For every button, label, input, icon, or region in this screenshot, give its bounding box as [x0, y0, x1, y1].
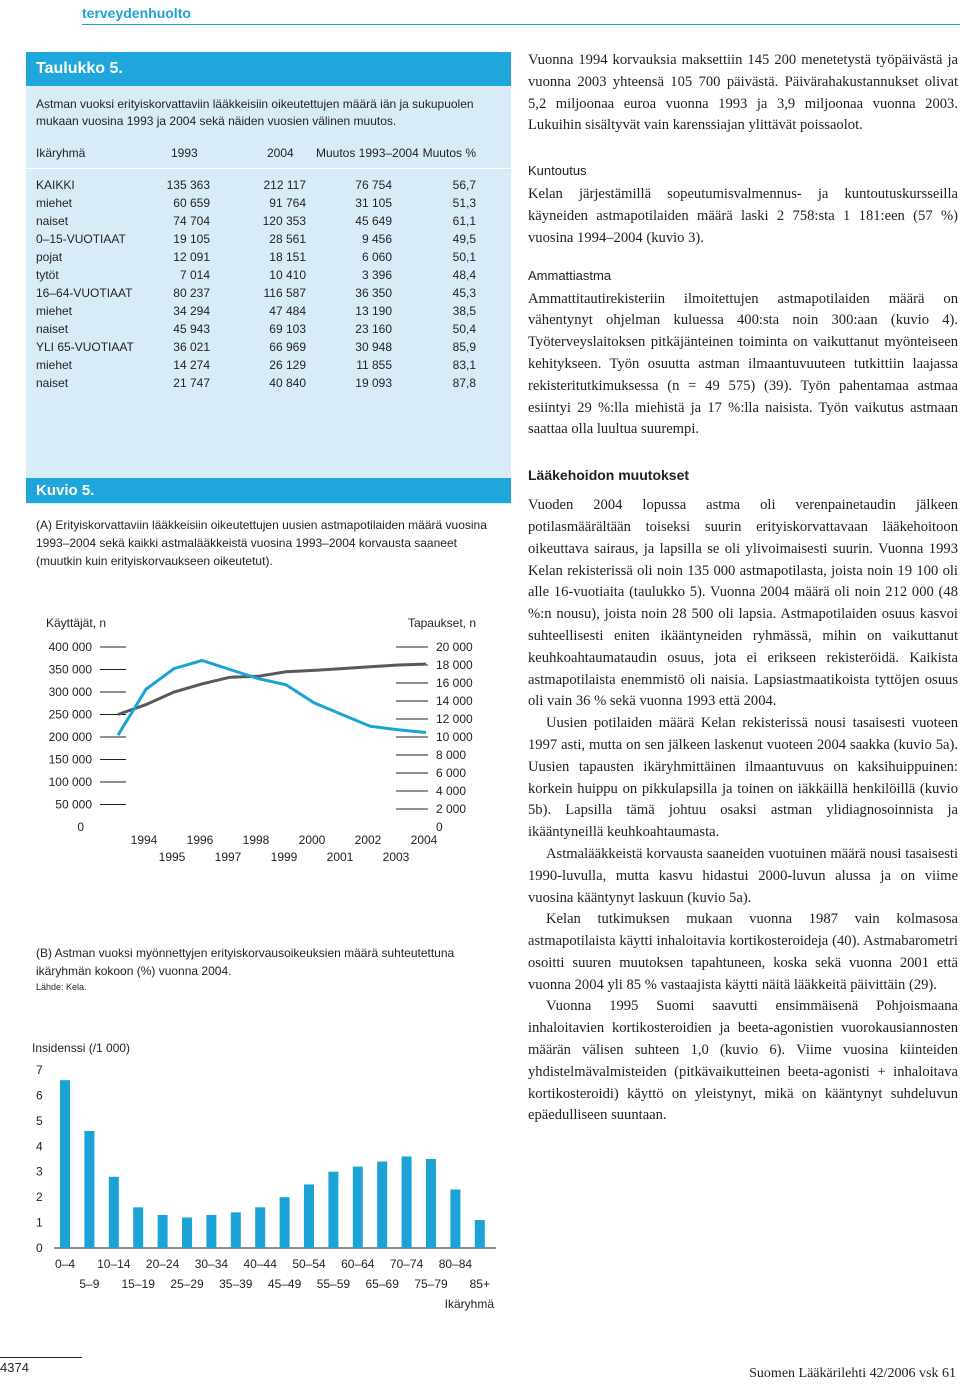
- table-cell: 21 747: [173, 376, 210, 390]
- table-cell: 45,3: [452, 286, 476, 300]
- chart-a-y2-tick: 16 000: [436, 676, 473, 690]
- table-cell: miehet: [36, 304, 73, 318]
- table-cell: 13 190: [355, 304, 392, 318]
- chart-b-y-tick: 5: [36, 1113, 43, 1128]
- table-header-cell: Muutos 1993–2004: [316, 146, 419, 160]
- chart-b-x-tick: 70–74: [389, 1257, 424, 1271]
- table-cell: 212 117: [263, 178, 306, 192]
- chart-a-y-tick: 400 000: [48, 640, 92, 654]
- chart-b-bar-rect: [60, 1080, 70, 1248]
- figure-title: Kuvio 5.: [26, 478, 511, 503]
- table-title: Taulukko 5.: [26, 52, 511, 86]
- chart-a-x-tick: 1995: [158, 850, 186, 864]
- chart-a-x-tick: 1998: [242, 833, 270, 847]
- table-row: [36, 358, 476, 376]
- table-cell: 36 021: [173, 340, 210, 354]
- table-cell: miehet: [36, 196, 73, 210]
- table-cell: 56,7: [452, 178, 476, 192]
- chart-b-x-tick: 0–4: [54, 1257, 76, 1271]
- paragraph-6: Astmalääkkeistä korvausta saaneiden vuotuinen määrä nousi tasaisesti 1990-luvulla, mutta kasvu hidastui 2000-luvun alussa ja on viime vuosina kääntynyt laskuun (kuvio 5a).: [528, 845, 958, 906]
- chart-a-y-label: Käyttäjät, n: [46, 616, 107, 630]
- paragraph-4: Vuoden 2004 lopussa astma oli verenpainetaudin jälkeen potilasmäärältään toiseksi suurin erityiskorvattavaan lääkehoitoon oikeuttava sairaus, ja lapsilla se oli ylivoimaisesti suurin. Vuonna 1993 Kelan rekisterissä oli noin 135 000 astmapotilasta, joista noin 19 100 oli alle 16-vuotiaita (taulukko 5). Vuonna 2004 määrä oli noin 212 000 (48 %:n nousu), joista noin 28 500 oli lapsia. Astmapotilaiden osuus kasvoi suhteellisesti eniten ikääntyneiden ryhmässä, mihin on vaikuttanut keuhkoahtaumataudin osuus, jota ei erikseen rekisteröidä. Kaikista astmapotilaista enemmistö oli naisia. Lapsiastmaatikoista tyttöjen osuus oli vain 36 % sekä vuonna 1993 että 2004.: [528, 497, 958, 710]
- table-cell: 60 659: [173, 196, 210, 210]
- table-cell: 28 561: [269, 232, 306, 246]
- chart-b-bar-rect: [328, 1172, 338, 1248]
- paragraph-2: Kelan järjestämillä sopeutumisvalmennus- ja kuntoutuskursseilla käyneiden astmapotilaiden määrä laski 2 758:sta 1 181:een (57 %) vuosina 1994–2004 (kuvio 3).: [528, 186, 958, 246]
- chart-a-x-tick: 2001: [326, 850, 354, 864]
- heading-laakehoidon: Lääkehoidon muutokset: [528, 467, 690, 484]
- chart-a-x-tick: 1997: [214, 850, 242, 864]
- table-cell: 91 764: [269, 196, 306, 210]
- chart-a-lines: [118, 661, 426, 736]
- table-row: [36, 340, 476, 358]
- chart-a-y-tick: 200 000: [48, 730, 92, 744]
- table-cell: 45 649: [355, 214, 392, 228]
- table-header-row: [36, 146, 476, 164]
- table-header-cell: Muutos %: [422, 146, 476, 160]
- table-cell: 26 129: [269, 358, 306, 372]
- chart-a-y2-tick: 20 000: [436, 640, 473, 654]
- table-row: [36, 376, 476, 394]
- table-cell: 74 704: [173, 214, 210, 228]
- chart-b-x-tick: 80–84: [438, 1257, 473, 1271]
- table-cell: 69 103: [269, 322, 306, 336]
- table-header-cell: 2004: [267, 146, 294, 160]
- table-cell: 66 969: [269, 340, 306, 354]
- chart-b-bar-rect: [182, 1217, 192, 1248]
- table-cell: 40 840: [269, 376, 306, 390]
- section-tag: terveydenhuolto: [82, 5, 191, 21]
- chart-a-x-tick: 1994: [130, 833, 158, 847]
- chart-b-x-label: Ikäryhmä: [444, 1297, 494, 1311]
- table-cell: tytöt: [36, 268, 59, 282]
- table-header-rule: [26, 168, 511, 169]
- table-cell: 9 456: [361, 232, 392, 246]
- table-header-cell: Ikäryhmä: [36, 146, 86, 160]
- table-row: [36, 250, 476, 268]
- figure-source: Lähde: Kela.: [36, 982, 87, 992]
- table-header-cell: 1993: [171, 146, 198, 160]
- paragraph-5: Uusien potilaiden määrä Kelan rekisterissä nousi tasaisesti vuoteen 1997 asti, mutta on sen jälkeen laskenut vuoteen 2004 saakka (kuvio 5a). Uusien tapausten ikäryhmittäinen ilmaantuvuus on kaksihuippuinen: korkein huippu on pikkulapsilla ja toinen on iäkkäillä henkilöillä (kuvio 5b). Lapsilla tämä johtuu osaksi astman ylidiagnosoinnista ja ikääntyneillä keuhkoahtaumasta.: [528, 715, 958, 841]
- table-cell: 30 948: [355, 340, 392, 354]
- chart-a-x-tick: 2003: [382, 850, 410, 864]
- table-cell: 83,1: [452, 358, 476, 372]
- chart-b-x-tick: 75–79: [414, 1277, 448, 1291]
- table-cell: 23 160: [355, 322, 392, 336]
- chart-b-bar-rect: [84, 1131, 94, 1248]
- chart-b-x-tick: 15–19: [121, 1277, 155, 1291]
- chart-a-x-tick: 2004: [410, 833, 438, 847]
- chart-a-y-tick: 300 000: [48, 685, 92, 699]
- table-cell: 19 093: [355, 376, 392, 390]
- chart-b-bar-rect: [158, 1215, 168, 1248]
- chart-b-y-tick: 1: [36, 1215, 43, 1230]
- table-cell: 135 363: [166, 178, 210, 192]
- chart-b-y-tick: 0: [36, 1241, 43, 1255]
- table-cell: 7 014: [179, 268, 210, 282]
- chart-b-bar-rect: [109, 1177, 119, 1248]
- chart-a-y2-tick: 4 000: [436, 784, 467, 798]
- chart-a-y-tick: 0: [77, 820, 84, 834]
- table-cell: 85,9: [452, 340, 476, 354]
- table-cell: 11 855: [356, 358, 392, 372]
- table-cell: 10 410: [269, 268, 306, 282]
- chart-b-x-tick: 50–54: [292, 1257, 326, 1271]
- table-cell: 31 105: [355, 196, 392, 210]
- journal-info: Suomen Lääkärilehti 42/2006 vsk 61: [749, 1366, 956, 1381]
- table-row: [36, 232, 476, 250]
- table-cell: pojat: [36, 250, 63, 264]
- chart-b-y-tick: 3: [36, 1164, 43, 1179]
- table-row: [36, 286, 476, 304]
- chart-a-ticks: [49, 640, 473, 864]
- chart-b-bar-rect: [304, 1184, 314, 1248]
- chart-a-x-tick: 1999: [270, 850, 298, 864]
- chart-b-x-tick: 35–39: [219, 1277, 253, 1291]
- chart-b-bar-rect: [206, 1215, 216, 1248]
- chart-a-y2-tick: 18 000: [436, 658, 473, 672]
- table-cell: 18 151: [269, 250, 306, 264]
- paragraph-7: Kelan tutkimuksen mukaan vuonna 1987 vain kolmasosa astmapotilaista käytti inhaloitavia kortikosteroideja (40). Astmabarometri osoitti suuren muutoksen tapahtuneen, koska sekä vuonna 2001 että vuonna 2004 yli 85 % vastaajista käytti näitä lääkkeitä päivittäin (29).: [528, 911, 958, 993]
- chart-b-x-tick: 30–34: [194, 1257, 229, 1271]
- chart-a-y-tick: 250 000: [48, 707, 92, 722]
- table-cell: 50,4: [452, 322, 476, 336]
- chart-b-bar-rect: [377, 1162, 387, 1248]
- table-cell: YLI 65-VUOTIAAT: [36, 340, 134, 354]
- chart-b-y-tick: 4: [36, 1139, 43, 1154]
- chart-a-x-tick: 2000: [298, 833, 326, 847]
- table-row: [36, 214, 476, 232]
- chart-b-y-tick: 6: [36, 1088, 43, 1103]
- chart-b-x-tick: 65–69: [365, 1277, 399, 1291]
- chart-a-y-tick: 50 000: [55, 797, 92, 812]
- chart-b-bar-rect: [353, 1167, 363, 1248]
- chart-b-bar: [26, 1030, 516, 1320]
- chart-b-bar-rect: [426, 1159, 436, 1248]
- chart-a-y2-label: Tapaukset, n: [407, 616, 476, 630]
- chart-a-x-tick: 2002: [354, 833, 382, 847]
- figure-title-strip: [26, 478, 511, 503]
- chart-b-x-tick: 60–64: [341, 1257, 375, 1271]
- chart-b-x-tick: 55–59: [316, 1277, 351, 1291]
- chart-a-y2-tick: 10 000: [436, 730, 473, 744]
- chart-a-y2-tick: 6 000: [436, 766, 467, 780]
- table-cell: 80 237: [173, 286, 210, 300]
- paragraph-8: Vuonna 1995 Suomi saavutti ensimmäisenä Pohjoismaana inhaloitavien kortikosteroidien ja beeta-agonistien vuorokausiannosten määrän välisen suhteen 1,0 (kuvio 6). Viime vuosina kiinteiden yhdistelmävalmisteiden (pitkävaikutteinen beeta-agonisti + inhaloitava kortikosteroidi) käyttö on yleistynyt, mikä on kääntynyt suhdeluvun epäedulliseen suuntaan.: [528, 998, 958, 1124]
- chart-b-bars: [60, 1080, 485, 1248]
- table-cell: 48,4: [452, 268, 476, 282]
- chart-b-y-label: Insidenssi (/1 000): [32, 1041, 131, 1055]
- table-cell: KAIKKI: [36, 178, 75, 192]
- table-row: [36, 322, 476, 340]
- heading-kuntoutus: Kuntoutus: [528, 163, 587, 179]
- table-cell: 120 353: [262, 214, 306, 228]
- table-cell: 50,1: [452, 250, 476, 264]
- chart-a-y2-tick: 0: [436, 820, 443, 834]
- chart-a-y-tick: 100 000: [48, 775, 92, 789]
- table-cell: 34 294: [173, 304, 210, 318]
- table-cell: 19 105: [173, 232, 210, 246]
- chart-b-y-tick: 2: [36, 1190, 43, 1205]
- table-cell: naiset: [36, 214, 69, 228]
- chart-b-x-tick: 25–29: [170, 1277, 204, 1291]
- chart-b-x-tick: 5–9: [79, 1277, 100, 1291]
- chart-a-y2-tick: 8 000: [436, 748, 467, 762]
- heading-ammattiastma: Ammattiastma: [528, 267, 612, 283]
- table-cell: naiset: [36, 322, 69, 336]
- table-cell: 47 484: [269, 304, 306, 318]
- chart-a-y-tick: 350 000: [48, 662, 92, 677]
- table-cell: 16–64-VUOTIAAT: [36, 286, 133, 300]
- chart-a-y-tick: 150 000: [48, 752, 92, 767]
- chart-b-x-tick: 10–14: [97, 1257, 131, 1271]
- chart-b-bar-rect: [280, 1197, 290, 1248]
- chart-a-x-tick: 1996: [186, 833, 214, 847]
- chart-b-bar-rect: [231, 1212, 241, 1248]
- table-cell: 14 274: [173, 358, 210, 372]
- table-cell: 76 754: [355, 178, 392, 192]
- table-cell: 51,3: [452, 196, 476, 210]
- table-row: [36, 304, 476, 322]
- table-cell: 61,1: [452, 214, 476, 228]
- figure-caption-a: (A) Erityiskorvattaviin lääkkeisiin oikeutettujen uusien astmapotilaiden määrä vuosina 1993–2004 sekä kaikki astmalääkkeistä vuosina 1993–2004 korvausta saaneet (muutkin kuin erityiskorvaukseen oikeutetut).: [36, 518, 487, 568]
- chart-a-series-line: [118, 664, 426, 714]
- header-rule: [82, 24, 960, 25]
- table-cell: 3 396: [361, 268, 392, 282]
- table-cell: 38,5: [452, 304, 476, 318]
- table-row: [36, 268, 476, 286]
- chart-a-y2-tick: 2 000: [436, 802, 467, 816]
- table-cell: 36 350: [355, 286, 392, 300]
- table-row: [36, 178, 476, 196]
- chart-a-y2-tick: 12 000: [436, 712, 473, 726]
- table-caption: Astman vuoksi erityiskorvattaviin lääkkeisiin oikeutettujen määrä iän ja sukupuolen mukaan vuosina 1993 ja 2004 sekä näiden vuosien välinen muutos.: [36, 97, 474, 128]
- chart-b-bar-rect: [450, 1190, 460, 1248]
- paragraph-3: Ammattitautirekisteriin ilmoitettujen astmapotilaiden määrä on vähentynyt ohjelman kuluessa 400:sta noin 300:aan (kuvio 4). Työterveyslaitoksen pitkäjänteinen toiminta on vaikuttanut myönteiseen kehitykseen. Työn osuutta astman ilmaantuvuuteen tutkittiin laajassa rekisteritutkimuksessa (n = 49 575) (39). Työn pahentamaa astmaa esiintyi 29 %:lla miehistä ja 17 %:lla naisista. Työn vaikutus astmaan saattaa olla luultua suurempi.: [528, 290, 958, 438]
- table-cell: 6 060: [361, 250, 392, 264]
- table-cell: 0–15-VUOTIAAT: [36, 232, 126, 246]
- chart-b-bar-rect: [133, 1207, 143, 1248]
- chart-a-line: [26, 605, 516, 870]
- figure-caption-b: (B) Astman vuoksi myönnettyjen erityiskorvausoikeuksien määrä suhteutettuna ikäryhmän kokoon (%) vuonna 2004.: [36, 946, 455, 978]
- chart-b-bar-rect: [255, 1207, 265, 1248]
- table-cell: 116 587: [263, 286, 306, 300]
- table-cell: miehet: [36, 358, 73, 372]
- chart-b-bar-rect: [402, 1156, 412, 1248]
- table-row: [36, 196, 476, 214]
- right-column: [528, 50, 958, 1127]
- chart-b-x-tick: 85+: [469, 1277, 490, 1291]
- table-cell: 12 091: [173, 250, 210, 264]
- chart-b-x-tick: 45–49: [267, 1277, 302, 1291]
- table-cell: naiset: [36, 376, 69, 390]
- chart-b-y-tick: 7: [36, 1063, 43, 1077]
- table-cell: 87,8: [452, 376, 476, 390]
- chart-b-x-tick: 20–24: [145, 1257, 180, 1271]
- chart-b-bar-rect: [475, 1220, 485, 1248]
- chart-b-x-tick: 40–44: [243, 1257, 277, 1271]
- table-cell: 45 943: [173, 322, 210, 336]
- page-number: 4374: [0, 1360, 29, 1375]
- footer-rule: [0, 1357, 82, 1358]
- table-cell: 49,5: [452, 232, 476, 246]
- chart-a-y2-tick: 14 000: [436, 694, 473, 708]
- paragraph-1: Vuonna 1994 korvauksia maksettiin 145 200 menetetystä työpäivästä ja vuonna 2003 yhteensä 105 700 päivästä. Päivärahakustannukset olivat 5,2 miljoonaa euroa vuonna 1993 ja 3,9 miljoonaa vuonna 2003. Lukuihin sisältyvät vain karenssiajan ylittävät poissaolot.: [528, 52, 958, 134]
